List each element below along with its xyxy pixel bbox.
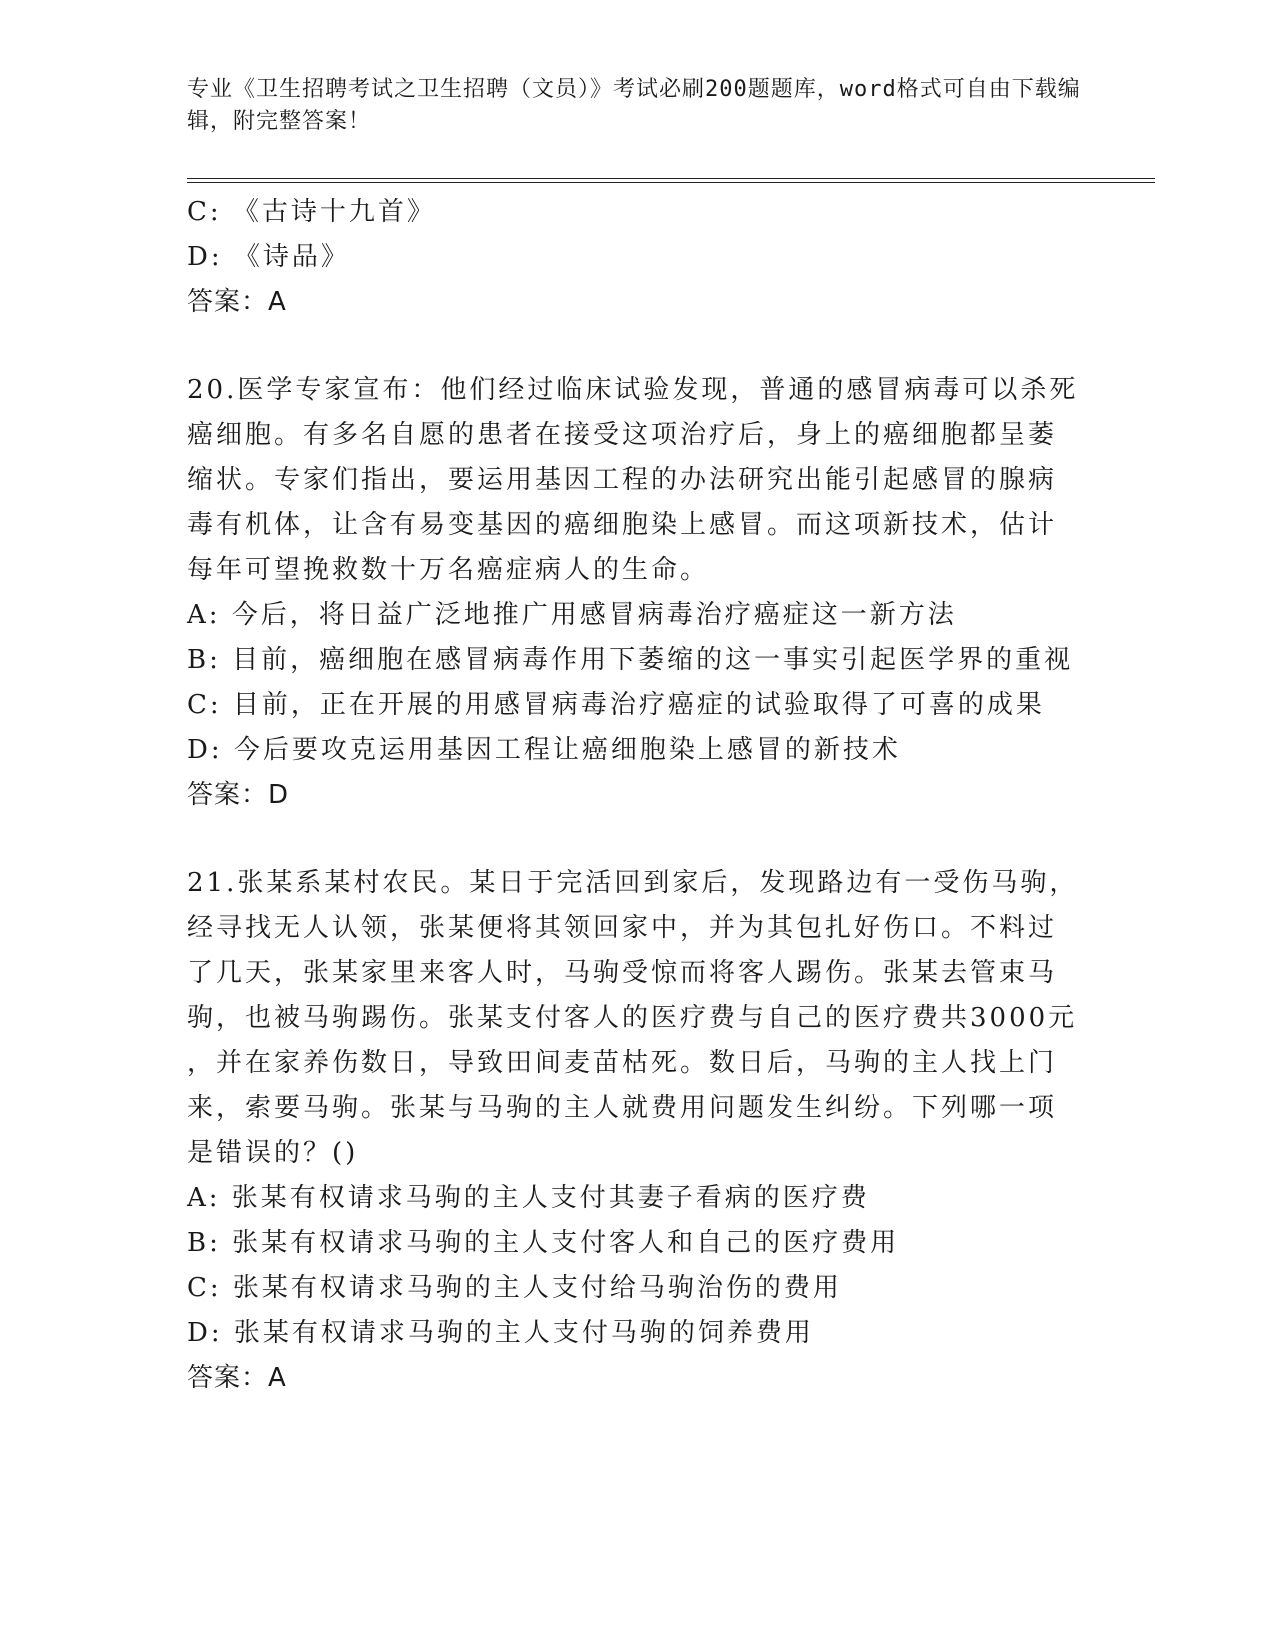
- answer-line: 答案：D: [187, 780, 290, 810]
- document-body: [187, 190, 1079, 1401]
- question-stem-line: 是错误的？(): [187, 1138, 359, 1168]
- question-stem-line: 驹，也被马驹踢伤。张某支付客人的医疗费与自己的医疗费共3000元: [187, 1003, 1078, 1033]
- option-c: C: 《古诗十九首》: [187, 197, 436, 227]
- option-b: B: 目前，癌细胞在感冒病毒作用下萎缩的这一事实引起医学界的重视: [187, 645, 1074, 675]
- question-stem-line: 癌细胞。有多名自愿的患者在接受这项治疗后，身上的癌细胞都呈萎: [187, 420, 1058, 450]
- question-stem-line: 缩状。专家们指出，要运用基因工程的办法研究出能引起感冒的腺病: [187, 465, 1058, 495]
- prev-question: [187, 190, 1067, 325]
- question-stem-line: ，并在家养伤数日，导致田间麦苗枯死。数日后，马驹的主人找上门: [187, 1048, 1058, 1078]
- option-d: D: 今后要攻克运用基因工程让癌细胞染上感冒的新技术: [187, 735, 901, 765]
- question-stem-line: 了几天，张某家里来客人时，马驹受惊而将客人踢伤。张某去管束马: [187, 958, 1058, 988]
- option-d: D: 《诗品》: [187, 242, 350, 272]
- option-a: A: 张某有权请求马驹的主人支付其妻子看病的医疗费: [187, 1183, 870, 1213]
- question-stem-line: 经寻找无人认领，张某便将其领回家中，并为其包扎好伤口。不料过: [187, 913, 1058, 943]
- question-stem-line: 毒有机体，让含有易变基因的癌细胞染上感冒。而这项新技术，估计: [187, 510, 1058, 540]
- answer-line: 答案：A: [187, 287, 287, 317]
- question-stem-line: 每年可望挽救数十万名癌症病人的生命。: [187, 555, 710, 585]
- option-d: D: 张某有权请求马驹的主人支付马驹的饲养费用: [187, 1318, 814, 1348]
- option-b: B: 张某有权请求马驹的主人支付客人和自己的医疗费用: [187, 1228, 900, 1258]
- question-21: [187, 861, 1079, 1401]
- question-20: [187, 368, 1079, 818]
- answer-line: 答案：A: [187, 1363, 287, 1393]
- question-stem-line: 21.张某系某村农民。某日于完活回到家后，发现路边有一受伤马驹，: [187, 868, 1079, 898]
- question-stem-line: 20.医学专家宣布：他们经过临床试验发现，普通的感冒病毒可以杀死: [187, 375, 1079, 405]
- option-c: C: 目前，正在开展的用感冒病毒治疗癌症的试验取得了可喜的成果: [187, 690, 1045, 720]
- option-a: A: 今后，将日益广泛地推广用感冒病毒治疗癌症这一新方法: [187, 600, 957, 630]
- page-header: 专业《卫生招聘考试之卫生招聘（文员）》考试必刷200题题库，word格式可自由下载编辑，附完整答案！: [187, 77, 1081, 134]
- document-page: [187, 0, 1187, 1650]
- option-c: C: 张某有权请求马驹的主人支付给马驹治伤的费用: [187, 1273, 842, 1303]
- question-stem-line: 来，索要马驹。张某与马驹的主人就费用问题发生纠纷。下列哪一项: [187, 1093, 1058, 1123]
- header-divider: [187, 178, 1155, 183]
